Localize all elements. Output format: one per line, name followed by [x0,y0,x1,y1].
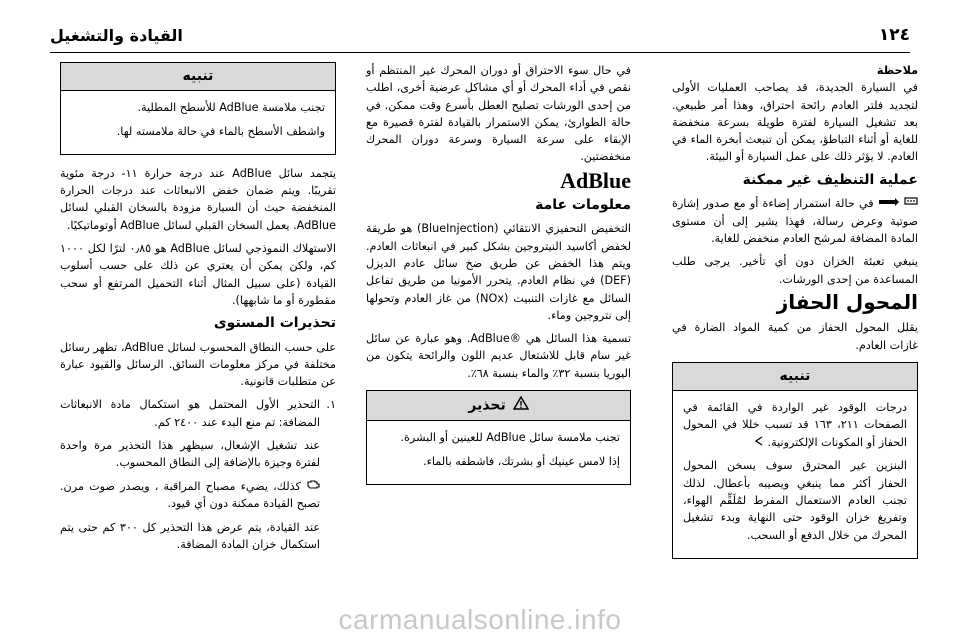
warning-box [366,390,631,485]
warning-triangle-icon [513,396,529,415]
exhaust-filter-icon [904,195,918,212]
note-text: في السيارة الجديدة، قد يصاحب العمليات الأولى لتجديد فلتر العادم رائحة احتراق، وهذا أمر طبيعي. بعد تشغيل السيارة لفترة طويلة بسرعة منخفضة للغاية أو أثناء التباطؤ، يمكن أن تنبعث أبخرة الماء في العادم. لا يؤثر ذلك على عمل السيارة أو البيئة. [672,81,918,164]
notice-body [673,391,917,558]
note [672,62,918,166]
cleaning-text-1: في حالة استمرار إضاءة أو مع صدور إشارة صوتية وعرض رسالة، فهذا يشير إلى أن مستوى المادة المضافة لمرشح العادم منخفض للغاية. [672,197,918,246]
warning-header [367,391,630,421]
cleaning-paragraph-2: ينبغي تعبئة الخزان دون أي تأخير. يرجى طلب المساعدة من إحدى الورشات. [672,255,918,286]
heading-catalytic-converter: المحول الحفاز [776,289,918,314]
general-paragraph-2: تسمية هذا السائل هي ®AdBlue. وهو عبارة عن سائل غير سام قابل للاشتعال عديم اللون والرائحة يتكون من اليوريا بنسبة ٣٢٪ والماء بنسبة ٦٨٪. [366,332,631,380]
notice-adblue-paragraph-2: واشطف الأسطح بالماء في حالة ملامسته لها. [116,124,325,138]
list-item-1 [60,396,336,559]
notice-title: تنبيه [673,363,917,391]
list-body [60,396,320,559]
item3-paragraph [60,478,320,513]
item3-text: كذلك، يضيء مصباح المراقبة ، ويصدر صوت مرن. تصبح القيادة ممكنة دون أي قيود. [60,479,320,511]
middle-column [366,62,631,495]
warning-title: تحذير [468,397,506,414]
warning-paragraph-2: إذا لامس عينيك أو بشرتك، فاشطفه بالماء. [423,454,620,468]
check-engine-icon [306,478,320,495]
consumption-paragraph: الاستهلاك النموذجي لسائل AdBlue هو ٠٫٨٥ لترًا لكل ١٠٠٠ كم، ولكن يمكن أن يعتري عن ذلك على حسب أسلوب القيادة (على سبيل المثال أثناء التحميل المرتفع أو سحب مقطورة أو ما شابهها). [60,242,336,307]
level-warnings-paragraph: على حسب النطاق المحسوب لسائل AdBlue، تظهر رسائل مختلفة في مركز معلومات السائق. الرسائل والقيود عبارة عن متطلبات قانونية. [60,340,336,389]
misfire-paragraph: في حال سوء الاحتراق أو دوران المحرك غير المنتظم أو نقص في أداء المحرك أو أي مشاكل عرضية أخرى، اطلب من إحدى الورشات تصليح العطل بأسرع وقت ممكن. في حالة الطوارئ، يمكن الاستمرار بالقيادة لفترة قصيرة مع الإبقاء على سرعة السيارة وسرعة دوران المحرك منخفضتين. [366,64,631,164]
notice-adblue-paragraph-1: تجنب ملامسة AdBlue للأسطح المطلية. [137,101,325,115]
notice-title-adblue: تنبيه [61,63,335,91]
left-column [60,62,336,559]
general-paragraph-1: التخفيض التحفيزي الانتقائي (BlueInjection) هو طريقة لخفض أكاسيد النيتروجين بشكل كبير في انبعاثات العادم. ويتم هذا الخفض عن طريق ضخ سائل عادم الديزل (DEF) في نظام العادم. يتحرر الأمونيا من طريق تفاعل السائل مع غازات التنبيت (NOx) من غاز العادم وتحولها إلى نتروجين وماء. [366,222,632,322]
notice-paragraph-1 [683,399,907,451]
item1-paragraph: التحذير الأول المحتمل هو استكمال مادة الانبعاثات المضافة: تم منع البدء عند ٢٤٠٠ كم. [60,398,320,429]
adblue-pipe-icon [878,195,900,212]
heading-cleaning-not-possible: عملية التنظيف غير ممكنة [742,171,918,188]
right-column [672,62,918,569]
page-header [50,20,910,50]
heading-adblue: AdBlue [560,167,631,193]
notice-box-converter [672,362,918,559]
heading-general-info: معلومات عامة [535,197,631,214]
page-number: ١٢٤ [878,25,910,45]
freezing-paragraph: يتجمد سائل AdBlue عند درجة حرارة ١١- درجة مئوية تقريبًا. ويتم ضمان خفض الانبعاثات عند درجات الحرارة المنخفضة حيث أن السيارة مزودة بالسخان القبلي لسائل AdBlue. يعمل السخان القبلي لسائل AdBlue أوتوماتيكيًا. [60,166,336,232]
header-rule [50,52,910,53]
notice-text-1: درجات الوقود غير الواردة في القائمة في الصفحات ٢١١، ١٦٣ قد تسبب خللا في المحول الحفاز أو المكونات الإلكترونية. [683,401,907,449]
cleaning-paragraph-1 [672,195,918,247]
notice-body-adblue [61,91,335,154]
note-label: ملاحظة [876,64,918,77]
page-ref-arrow-icon [754,434,764,451]
watermark: carmanualsonline.info [338,604,622,635]
heading-level-warnings: تحذيرات المستوى [213,315,336,332]
notice-paragraph-2: البنزين غير المحترق سوف يسخن المحول الحفاز أكثر مما ينبغي ويصيبه بأعطال. لذلك تجنب العادم الاستعمال المفرط لمُلَقِّم الهواء، وتفريغ خزان الوقود حتى النهاية وبدء تشغيل المحرك من خلال الدفع أو السحب. [683,459,907,542]
converter-paragraph: يقلل المحول الحفاز من كمية المواد الضارة في غازات العادم. [672,321,918,352]
notice-box-adblue [60,62,336,155]
warning-paragraph-1: تجنب ملامسة سائل AdBlue للعينين أو البشرة. [400,431,620,445]
item2-paragraph: عند تشغيل الإشعال، سيظهر هذا التحذير مرة واحدة لفترة وجيزة بالإضافة إلى النطاق المحسوب. [60,439,320,470]
warning-body [367,421,630,484]
item4-paragraph: عند القيادة، يتم عرض هذا التحذير كل ٣٠٠ كم حتى يتم استكمال خزان المادة المضافة. [60,520,320,551]
list-number: ١. [326,398,336,412]
running-title: القيادة والتشغيل [50,25,183,45]
